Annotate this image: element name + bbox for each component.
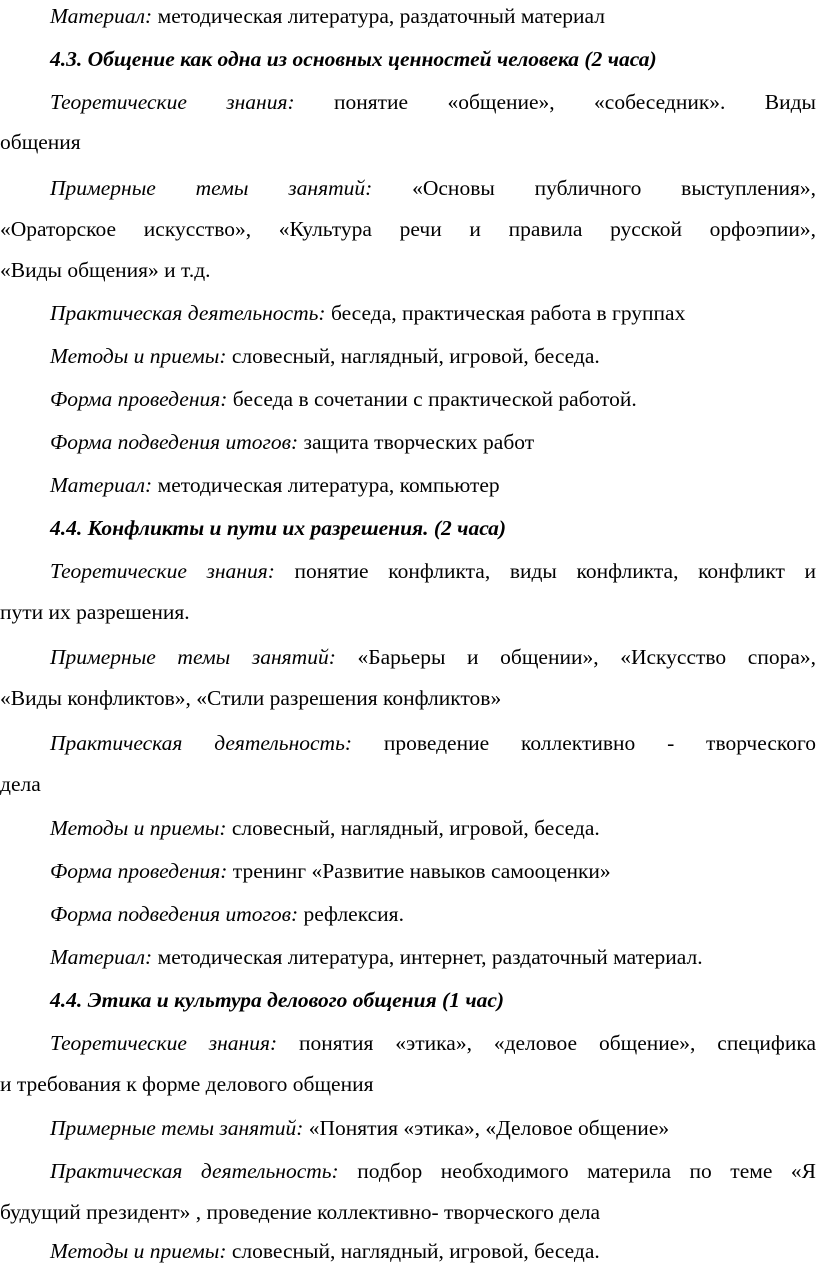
form-line	[0, 383, 816, 415]
practice-line	[0, 297, 816, 329]
field-label: Материал:	[50, 473, 153, 497]
field-value: беседа в сочетании с практической работой.	[227, 387, 637, 411]
theory-line	[0, 86, 816, 118]
practice-line	[0, 727, 816, 759]
field-value: методическая литература, интернет, раздаточный материал.	[152, 945, 703, 969]
results-line	[0, 426, 816, 458]
field-label: Методы и приемы:	[50, 344, 227, 368]
field-value: методическая литература, компьютер	[152, 473, 500, 497]
methods-line	[0, 1235, 816, 1267]
field-value: понятие «общение», «собеседник». Виды	[294, 90, 816, 114]
field-value: словесный, наглядный, игровой, беседа.	[226, 344, 600, 368]
field-label: Теоретические знания:	[50, 90, 295, 114]
field-label: Теоретические знания:	[50, 1031, 278, 1055]
field-value: беседа, практическая работа в группах	[325, 301, 686, 325]
field-label: Материал:	[50, 4, 153, 28]
material-line	[0, 0, 816, 32]
field-label: Материал:	[50, 945, 153, 969]
field-value: рефлексия.	[298, 902, 404, 926]
field-value: проведение коллективно - творческого	[352, 731, 816, 755]
methods-line	[0, 340, 816, 372]
topics-line	[0, 172, 816, 204]
field-label: Методы и приемы:	[50, 1239, 227, 1263]
field-value: «Барьеры и общении», «Искусство спора»,	[335, 645, 816, 669]
section-heading-4-4-conflicts: 4.4. Конфликты и пути их разрешения. (2 часа)	[50, 516, 507, 540]
field-value: методическая литература, раздаточный материал	[152, 4, 605, 28]
field-label: Практическая деятельность:	[50, 731, 353, 755]
material-line	[0, 469, 816, 501]
field-label: Теоретические знания:	[50, 559, 275, 583]
field-value: понятия «этика», «деловое общение», специфика	[277, 1031, 816, 1055]
theory-line	[0, 1027, 816, 1059]
material-line	[0, 941, 816, 973]
field-value: тренинг «Развитие навыков самооценки»	[227, 859, 611, 883]
field-value: словесный, наглядный, игровой, беседа.	[226, 816, 600, 840]
field-label: Форма проведения:	[50, 387, 228, 411]
field-label: Форма подведения итогов:	[50, 902, 299, 926]
topics-line	[0, 1112, 816, 1144]
form-line	[0, 855, 816, 887]
field-value: «Понятия «этика», «Деловое общение»	[303, 1116, 670, 1140]
field-value: «Основы публичного выступления»,	[372, 176, 816, 200]
field-label: Практическая деятельность:	[50, 301, 326, 325]
section-heading-4-3: 4.3. Общение как одна из основных ценностей человека (2 часа)	[50, 47, 657, 71]
field-value: подбор необходимого материла по теме «Я	[338, 1159, 816, 1183]
methods-line	[0, 812, 816, 844]
practice-continuation: будущий президент» , проведение коллективно- творческого дела	[0, 1200, 601, 1224]
practice-line	[0, 1155, 816, 1187]
section-heading-4-4-ethics: 4.4. Этика и культура делового общения (1 час)	[50, 988, 505, 1012]
topics-continuation: «Виды конфликтов», «Стили разрешения конфликтов»	[0, 686, 502, 710]
topics-continuation: «Ораторское искусство», «Культура речи и правила русской орфоэпии»,	[0, 217, 816, 241]
theory-continuation: общения	[0, 130, 81, 154]
field-label: Форма подведения итогов:	[50, 430, 299, 454]
field-value: понятие конфликта, виды конфликта, конфликт и	[274, 559, 816, 583]
field-label: Практическая деятельность:	[50, 1159, 339, 1183]
theory-continuation: пути их разрешения.	[0, 600, 190, 624]
theory-continuation: и требования к форме делового общения	[0, 1072, 374, 1096]
field-label: Примерные темы занятий:	[50, 645, 336, 669]
topics-line	[0, 641, 816, 673]
results-line	[0, 898, 816, 930]
field-value: словесный, наглядный, игровой, беседа.	[226, 1239, 600, 1263]
field-label: Методы и приемы:	[50, 816, 227, 840]
topics-continuation: «Виды общения» и т.д.	[0, 258, 211, 282]
field-label: Форма проведения:	[50, 859, 228, 883]
field-value: защита творческих работ	[298, 430, 535, 454]
field-label: Примерные темы занятий:	[50, 176, 373, 200]
field-label: Примерные темы занятий:	[50, 1116, 304, 1140]
practice-continuation: дела	[0, 772, 41, 796]
theory-line	[0, 555, 816, 587]
